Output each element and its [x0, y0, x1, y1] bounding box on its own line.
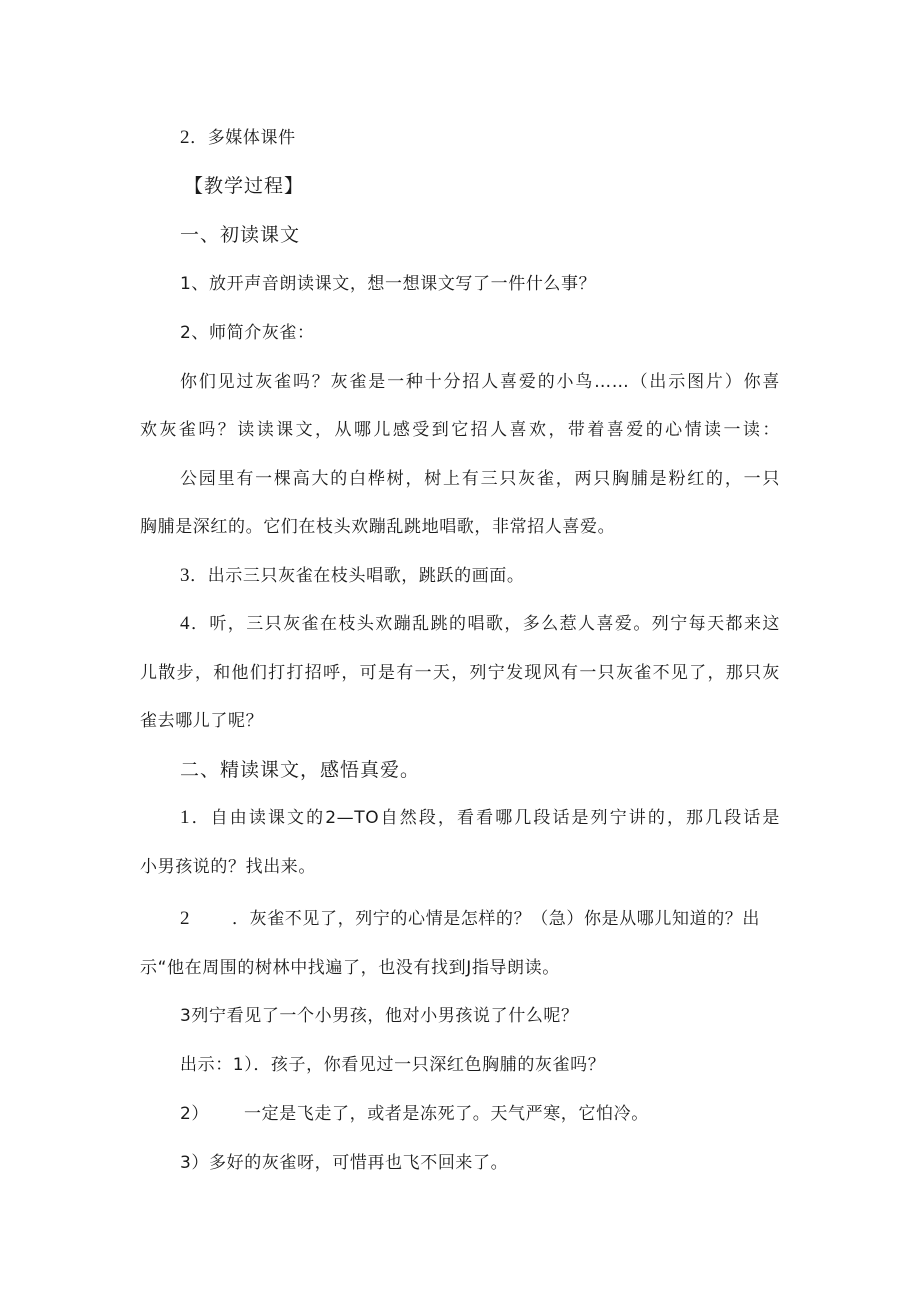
paragraph-line: 3列宁看见了一个小男孩，他对小男孩说了什么呢？	[180, 1006, 579, 1026]
paragraph-line: 公园里有一棵高大的白桦树，树上有三只灰雀，两只胸脯是粉红的，一只	[180, 469, 780, 489]
section-heading-first-reading: 一、初读课文	[180, 224, 301, 246]
paragraph-line: 胸脯是深红的。它们在枝头欢蹦乱跳地唱歌，非常招人喜爱。	[140, 517, 616, 537]
item-text: ．自由读课文的2—TO自然段，看看哪几段话是列宁讲的，那几段话是	[190, 808, 780, 828]
numbered-item-1	[180, 808, 780, 828]
paragraph-line: 儿散步，和他们打打招呼，可是有一天，列宁发现风有一只灰雀不见了，那只灰	[140, 663, 780, 683]
item-number: 3	[180, 565, 191, 586]
quote-line	[180, 1104, 649, 1124]
paragraph-line: 欢灰雀吗？读读课文，从哪儿感受到它招人喜欢，带着喜爱的心情读一读：	[140, 420, 780, 440]
item-number: 1	[180, 807, 191, 828]
item-text: ．多媒体课件	[190, 128, 296, 148]
quote-line: 出示：1）．孩子，你看见过一只深红色胸脯的灰雀吗？	[180, 1055, 606, 1075]
item-number: 2	[180, 908, 191, 929]
paragraph-line: 示“他在周围的树林中找遍了，也没有找到J指导朗读。	[140, 958, 560, 978]
item-text: ．灰雀不见了，列宁的心情是怎样的？（急）你是从哪儿知道的？出	[232, 909, 760, 929]
paragraph-line: 1、放开声音朗读课文，想一想课文写了一件什么事？	[180, 274, 597, 294]
numbered-item-2	[180, 909, 760, 929]
section-heading-teaching-process: 【教学过程】	[184, 175, 305, 197]
item-text: 一定是飞走了，或者是冻死了。天气严寒，它怕冷。	[244, 1104, 649, 1124]
paragraph-line: 雀去哪儿了呢？	[140, 711, 264, 731]
section-heading-close-reading: 二、精读课文，感悟真爱。	[180, 759, 421, 781]
materials-item-2	[180, 128, 296, 148]
paragraph-line: 你们见过灰雀吗？灰雀是一种十分招人喜爱的小鸟……（出示图片）你喜	[180, 372, 780, 392]
item-number: 2	[180, 127, 191, 148]
paragraph-line: 小男孩说的？找出来。	[140, 857, 316, 877]
paragraph-line: 2、师简介灰雀：	[180, 323, 315, 343]
item-text: ．出示三只灰雀在枝头唱歌，跳跃的画面。	[190, 566, 525, 586]
numbered-item-3	[180, 566, 525, 586]
item-number: 2）	[180, 1104, 210, 1124]
numbered-item-4	[180, 614, 780, 634]
quote-line: 3）多好的灰雀呀，可惜再也飞不回来了。	[180, 1153, 509, 1173]
item-text: ．听，三只灰雀在枝头欢蹦乱跳的唱歌，多么惹人喜爱。列宁每天都来这	[190, 614, 780, 634]
item-number: 4	[180, 613, 191, 634]
